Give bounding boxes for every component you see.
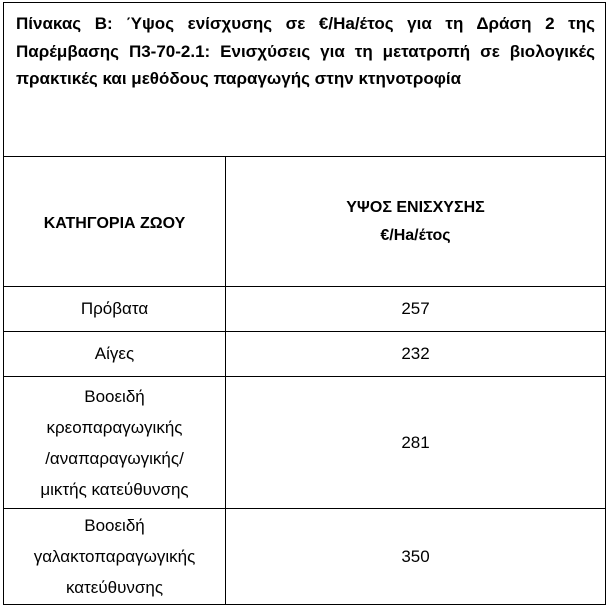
table-title [4, 3, 605, 93]
table-row [4, 332, 606, 377]
table-row [4, 377, 606, 509]
row-amount: 350 [226, 509, 606, 605]
row-category [4, 377, 226, 509]
title-row [4, 3, 606, 157]
title-cell [4, 3, 606, 157]
row-amount: 281 [226, 377, 606, 509]
header-amount-line1: ΥΨΟΣ ΕΝΙΣΧΥΣΗΣ [346, 198, 485, 216]
row-category-line: Βοοειδή [84, 386, 145, 406]
row-category-line: κατεύθυνσης [65, 578, 164, 597]
header-row [4, 157, 606, 287]
row-amount: 257 [226, 287, 606, 332]
row-category: Πρόβατα [4, 287, 226, 332]
row-category-line: γαλακτοπαραγωγικής [33, 547, 196, 566]
table-row [4, 509, 606, 605]
header-amount-line2: €/Ha/έτος [380, 226, 451, 244]
row-category-line: Βοοειδή [84, 516, 145, 535]
header-amount [226, 157, 606, 287]
subsidy-table [3, 2, 606, 605]
header-category: ΚΑΤΗΓΟΡΙΑ ΖΩΟΥ [4, 157, 226, 287]
row-category-line: κρεοπαραγωγικής [46, 417, 183, 437]
table-row [4, 287, 606, 332]
row-category-line: /αναπαραγωγικής/ [45, 448, 184, 468]
table-title-label: Πίνακας Β [16, 14, 107, 33]
row-category-line: μικτής κατεύθυνσης [40, 479, 189, 499]
table-title-text: : Ύψος ενίσχυσης σε €/Ha/έτος για τη Δράση 2 της Παρέμβασης Π3-70-2.1: Ενισχύσεις για τη μετατροπή σε βιολογικές πρακτικές και μεθόδους παραγωγής στην κτηνοτροφία [16, 14, 595, 88]
row-amount: 232 [226, 332, 606, 377]
row-category [4, 509, 226, 605]
row-category: Αίγες [4, 332, 226, 377]
